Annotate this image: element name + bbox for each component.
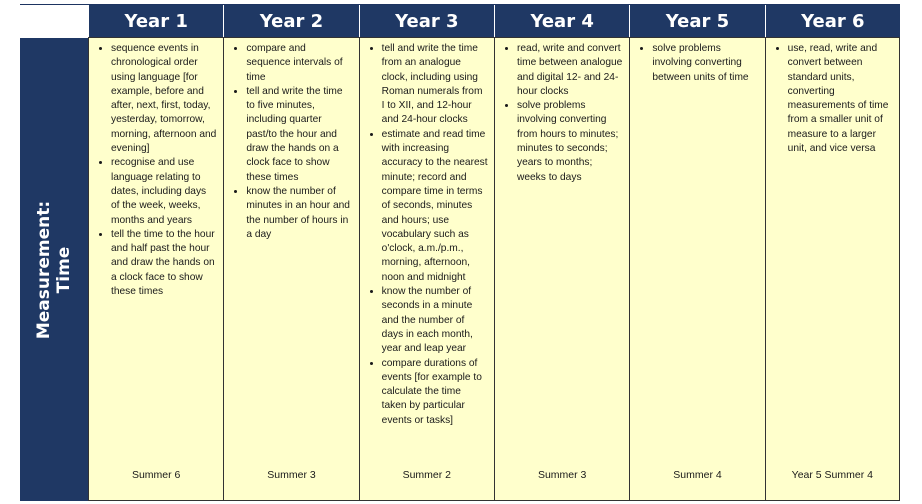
term-label: Year 5 Summer 4 [791,468,873,481]
objective-item: • know the number of seconds in a minute and the number of days in each month, year and leap year [382,285,488,356]
year-6-cell [765,37,900,501]
objective-list [364,42,488,428]
row-header-label [34,200,74,338]
objective-list [770,42,893,156]
row-header-line2: Time [54,246,75,293]
objective-item: • read, write and convert time between analogue and digital 12- and 24-hour clocks [517,42,623,99]
objective-item: • use, read, write and convert between standard units, converting measurements of time from a smaller unit of measure to a larger unit, and vice versa [788,42,893,156]
objective-item: • tell and write the time from an analogue clock, including using Roman numerals from I to XII, and 12-hour and 24-hour clocks [382,42,488,128]
term-label: Summer 4 [673,468,722,481]
objective-item: • compare and sequence intervals of time [246,42,352,85]
objective-list [228,42,352,242]
objective-item: • tell the time to the hour and half past the hour and draw the hands on a clock face to show these times [111,228,217,299]
year-2-header: Year 2 [223,5,358,37]
objective-item: • solve problems involving converting between units of time [652,42,758,85]
objective-list [93,42,217,299]
objective-list [634,42,758,85]
objective-item: • compare durations of events [for example to calculate the time taken by particular events or tasks] [382,357,488,428]
objective-item: • estimate and read time with increasing accuracy to the nearest minute; record and compare time in terms of seconds, minutes and hours; use vocabulary such as o'clock, a.m./p.m., morning, afternoon, noon and midnight [382,128,488,285]
curriculum-table [20,4,900,501]
year-2-cell [223,37,358,501]
term-label: Summer 6 [131,468,181,481]
objective-item: • tell and write the time to five minutes, including quarter past/to the hour and draw the hands on a clock face to show these times [246,85,352,185]
objective-list [499,42,623,185]
row-header-line1: Measurement: [34,200,55,339]
year-5-cell [629,37,764,501]
year-5-header: Year 5 [629,5,764,37]
year-3-cell [359,37,494,501]
term-label: Summer 3 [267,468,316,481]
year-1-header: Year 1 [88,5,223,37]
row-header [20,37,88,501]
year-1-cell [88,37,223,501]
term-label: Summer 2 [402,468,452,481]
year-4-header: Year 4 [494,5,629,37]
objective-item: • solve problems involving converting from hours to minutes; minutes to seconds; years to months; weeks to days [517,99,623,185]
objective-item: • know the number of minutes in an hour and the number of hours in a day [246,185,352,242]
year-4-cell [494,37,629,501]
term-label: Summer 3 [537,468,587,481]
corner-cell [20,5,88,37]
objective-item: • recognise and use language relating to dates, including days of the week, weeks, months and years [111,156,217,227]
year-6-header: Year 6 [765,5,900,37]
objective-item: • sequence events in chronological order using language [for example, before and after, next, first, today, yesterday, tomorrow, morning, afternoon and evening] [111,42,217,156]
year-3-header: Year 3 [359,5,494,37]
